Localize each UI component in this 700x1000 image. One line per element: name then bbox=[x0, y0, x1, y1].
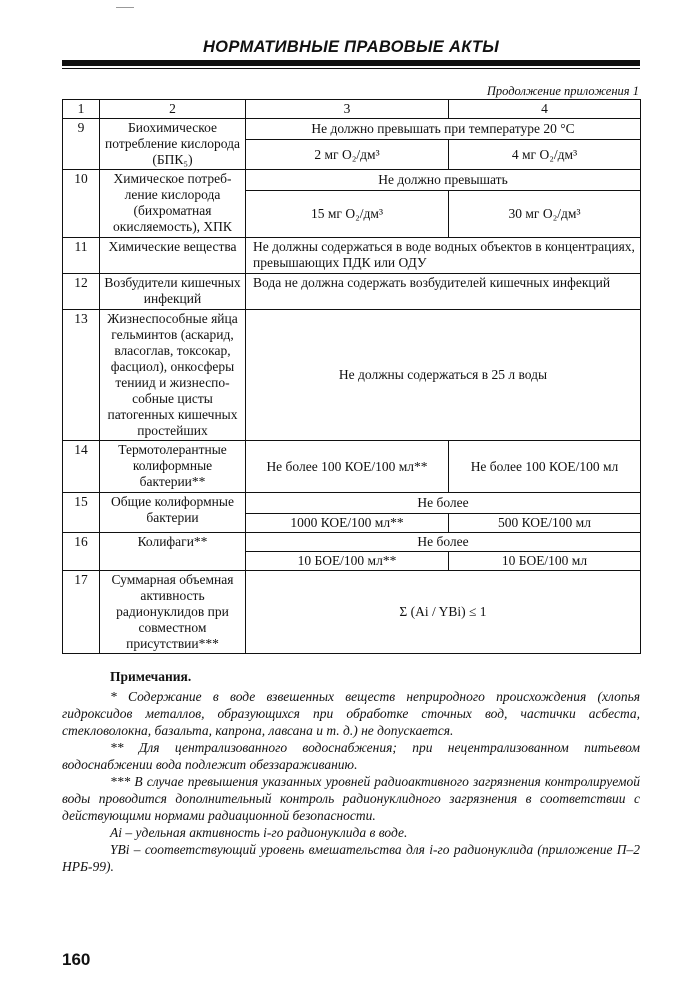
row-name: Химические вещества bbox=[100, 238, 246, 274]
table-row bbox=[63, 119, 641, 140]
table-row bbox=[63, 571, 641, 654]
row-number: 10 bbox=[63, 170, 100, 238]
row-merged-text: Вода не должна содержать возбудителей кишечных инфекций bbox=[246, 274, 641, 310]
table-row bbox=[63, 533, 641, 552]
row-value-col3: Не более 100 КОЕ/100 мл** bbox=[246, 441, 449, 493]
row-name: Общие колиформные бактерии bbox=[100, 493, 246, 533]
row-span-text: Не должно превышать bbox=[246, 170, 641, 191]
header-rule-thick bbox=[62, 60, 640, 66]
column-header: 4 bbox=[449, 100, 641, 119]
table-row bbox=[63, 170, 641, 191]
row-number: 9 bbox=[63, 119, 100, 170]
row-merged-text: Σ (Ai / YBi) ≤ 1 bbox=[246, 571, 641, 654]
row-name: Жизнеспособные яйца гельминтов (аскарид, власоглав, токсокар, фасциол), онкосферы тениид и жизнеспо-собные цисты патогенных кишечных простейших bbox=[100, 310, 246, 441]
table-header-row bbox=[63, 100, 641, 119]
table-row bbox=[63, 238, 641, 274]
row-number: 14 bbox=[63, 441, 100, 493]
header-rule-thin bbox=[62, 68, 640, 69]
top-scan-mark bbox=[116, 7, 134, 8]
table-row bbox=[63, 441, 641, 493]
row-value-col4: 30 мг О₂/дм³ bbox=[449, 191, 641, 238]
running-header: НОРМАТИВНЫЕ ПРАВОВЫЕ АКТЫ bbox=[202, 38, 500, 56]
row-number: 13 bbox=[63, 310, 100, 441]
note-item: *** В случае превышения указанных уровней радиоактивного загрязнения контролируемой воды проводится дополнительный контроль радионуклидного загрязнения в соответствии с действующими нормами радиационной безопасности. bbox=[62, 774, 640, 823]
table-row bbox=[63, 493, 641, 514]
row-number: 17 bbox=[63, 571, 100, 654]
row-name: Суммарная объемная активность радионуклидов при совместном присутствии*** bbox=[100, 571, 246, 654]
row-value-col4: 4 мг О₂/дм³ bbox=[449, 140, 641, 170]
row-number: 12 bbox=[63, 274, 100, 310]
row-span-text: Не должно превышать при температуре 20 °С bbox=[246, 119, 641, 140]
row-name: Биохимическое потребление кислорода (БПК₅) bbox=[100, 119, 246, 170]
column-header: 1 bbox=[63, 100, 100, 119]
row-merged-text: Не должны содержаться в 25 л воды bbox=[246, 310, 641, 441]
note-item: ** Для централизованного водоснабжения; при нецентрализованном питьевом водоснабжении вода подлежит обеззараживанию. bbox=[62, 740, 640, 772]
column-header: 3 bbox=[246, 100, 449, 119]
row-name: Колифаги** bbox=[100, 533, 246, 571]
continuation-label: Продолжение приложения 1 bbox=[486, 84, 639, 98]
row-number: 11 bbox=[63, 238, 100, 274]
page-number: 160 bbox=[62, 950, 91, 969]
row-number: 16 bbox=[63, 533, 100, 571]
row-span-text: Не более bbox=[246, 533, 641, 552]
note-item: * Содержание в воде взвешенных веществ неприродного происхождения (хлопья гидроксидов металлов, образующихся при обработке сточных вод, частички асбеста, стекловолокна, базальта, капрона, лавсана и т. д.) не допускается. bbox=[62, 689, 640, 738]
row-name: Возбудители кишечных инфекций bbox=[100, 274, 246, 310]
row-name: Термотолерантные колиформные бактерии** bbox=[100, 441, 246, 493]
row-value-col3: 2 мг О₂/дм³ bbox=[246, 140, 449, 170]
row-value-col4: Не более 100 КОЕ/100 мл bbox=[449, 441, 641, 493]
table-row bbox=[63, 274, 641, 310]
row-name: Химическое потреб-ление кислорода (бихроматная окисляемость), ХПК bbox=[100, 170, 246, 238]
row-value-col4: 500 КОЕ/100 мл bbox=[449, 514, 641, 533]
row-merged-text: Не должны содержаться в воде водных объектов в концентрациях, превышающих ПДК или ОДУ bbox=[246, 238, 641, 274]
note-item: Ai – удельная активность i-го радионуклида в воде. bbox=[110, 825, 408, 840]
row-number: 15 bbox=[63, 493, 100, 533]
column-header: 2 bbox=[100, 100, 246, 119]
appendix-table bbox=[62, 99, 641, 654]
row-value-col3: 15 мг О₂/дм³ bbox=[246, 191, 449, 238]
row-value-col3: 1000 КОЕ/100 мл** bbox=[246, 514, 449, 533]
table-row bbox=[63, 310, 641, 441]
row-value-col3: 10 БОЕ/100 мл** bbox=[246, 552, 449, 571]
notes-section bbox=[62, 668, 640, 875]
row-value-col4: 10 БОЕ/100 мл bbox=[449, 552, 641, 571]
note-item: YBi – соответствующий уровень вмешательства для i-го радионуклида (приложение П–2 НРБ-99). bbox=[62, 842, 640, 874]
row-span-text: Не более bbox=[246, 493, 641, 514]
notes-title: Примечания. bbox=[110, 669, 192, 684]
